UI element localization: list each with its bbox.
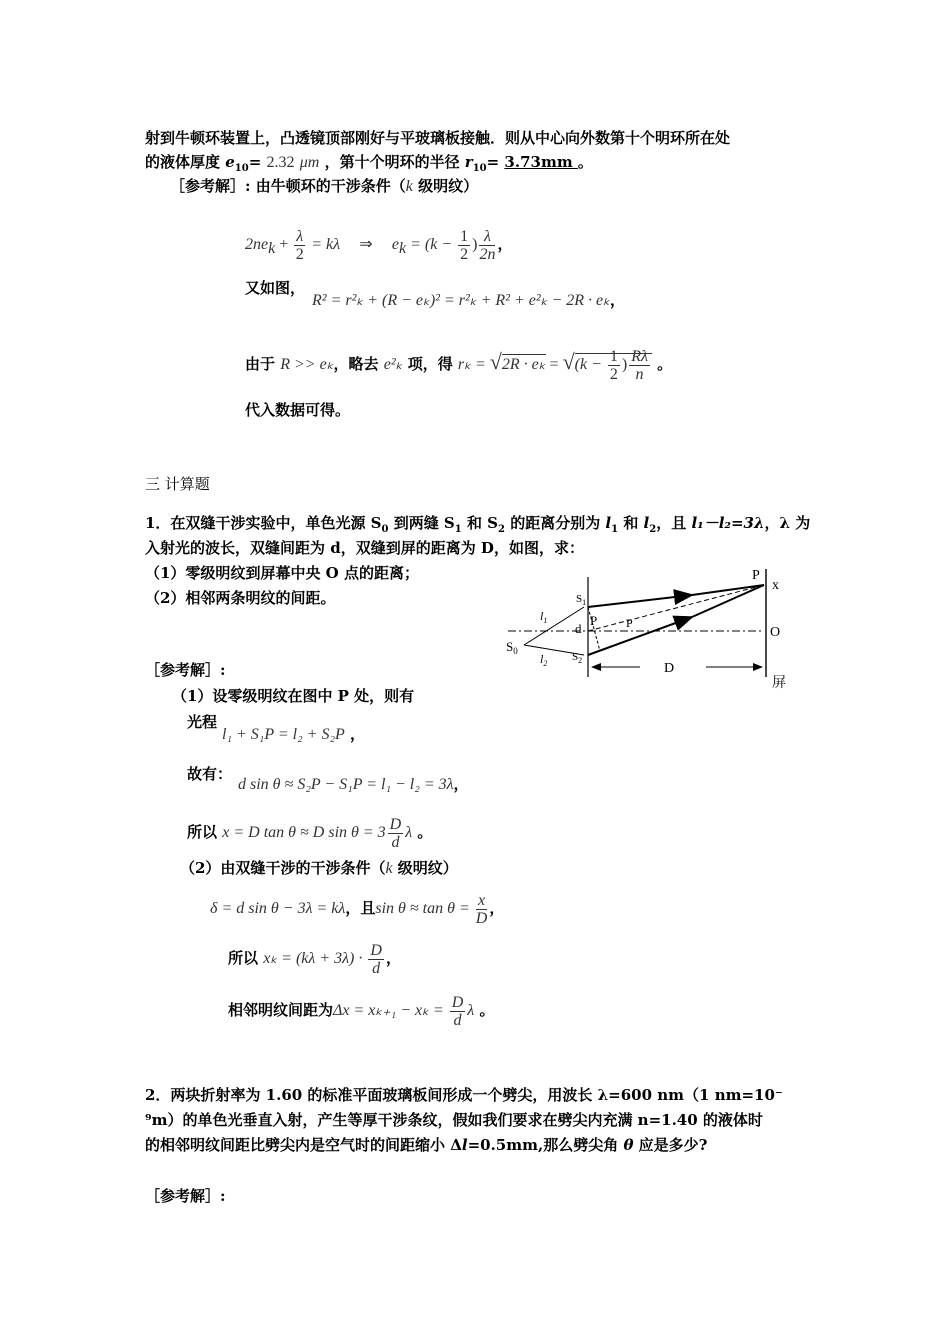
line3-sqrt2-pre: (k − bbox=[574, 356, 606, 373]
q1-text-f: ，且 bbox=[656, 514, 692, 532]
q1-l2: l bbox=[643, 514, 650, 532]
q2-line3-l: l bbox=[461, 1136, 468, 1154]
q1-text-g: ，λ 为 bbox=[764, 514, 811, 532]
label-P-top: P bbox=[752, 568, 760, 583]
ref2-p5-k: k bbox=[385, 860, 393, 877]
ref2-p6-eq2: sin θ ≈ tan θ = bbox=[375, 900, 474, 917]
ref2-p6-frac bbox=[476, 892, 488, 927]
ref2-p2-eq bbox=[222, 724, 365, 745]
q1-line2 bbox=[145, 538, 584, 558]
q2-line1 bbox=[145, 1085, 783, 1105]
ref1-line2 bbox=[245, 278, 305, 298]
label-x: x bbox=[772, 578, 779, 593]
ref2-p8-tail: λ bbox=[467, 1002, 475, 1019]
line3-eq: = bbox=[545, 356, 563, 373]
q2-line3-end: 应是多少? bbox=[633, 1136, 708, 1154]
ref2-p6-frac-den: D bbox=[475, 909, 488, 927]
q1-l2-sub: 2 bbox=[649, 524, 657, 535]
q1-item1 bbox=[145, 563, 419, 583]
ref2-p8-label: 相邻明纹间距为 bbox=[228, 1001, 334, 1019]
eq1-lhs: 2ne bbox=[245, 236, 269, 253]
eq1-frac bbox=[294, 228, 305, 263]
ref2-p3-end: ， bbox=[453, 775, 469, 793]
line3-half-den: 2 bbox=[609, 365, 618, 383]
ref1-line2-label: 又如图， bbox=[245, 279, 306, 297]
ref2-p2-end: ， bbox=[350, 725, 366, 743]
q2-line3-mid: =0.5mm,那么劈尖角 bbox=[467, 1136, 624, 1154]
eq1b-frac bbox=[479, 228, 495, 263]
line3-frac-den: n bbox=[635, 365, 644, 383]
ref1-title bbox=[170, 176, 478, 197]
ref2-p2 bbox=[187, 712, 217, 732]
eq1-frac-num: λ bbox=[296, 227, 304, 245]
e10-sub: 10 bbox=[234, 163, 249, 174]
line3-term: e²ₖ bbox=[383, 356, 403, 373]
eq1-frac-den: 2 bbox=[295, 245, 304, 263]
q1-line1 bbox=[145, 513, 810, 533]
intro-end: 。 bbox=[577, 153, 593, 171]
label-screen: 屏 bbox=[772, 676, 786, 691]
s1-label-text: S bbox=[576, 593, 583, 605]
eq1b-rhs: = (k − bbox=[406, 236, 457, 253]
intro-text-1: 射到牛顿环装置上，凸透镜顶部刚好与平玻璃板接触．则从中心向外数第十个明环所在处 bbox=[145, 129, 731, 147]
section-title-text: 三 计算题 bbox=[145, 475, 210, 493]
double-slit-diagram bbox=[500, 565, 800, 695]
ref1-line4-text: 代入数据可得。 bbox=[245, 401, 351, 419]
eq1b-half bbox=[458, 228, 470, 263]
ref2-p3 bbox=[187, 764, 232, 784]
eq1b-half-num: 1 bbox=[460, 227, 469, 245]
l1-label-text: l bbox=[540, 609, 544, 623]
intro-text-2: 的液体厚度 bbox=[145, 153, 226, 171]
r10-sub: 10 bbox=[472, 163, 487, 174]
line3-frac-num: Rλ bbox=[631, 347, 648, 365]
q1-item2 bbox=[145, 588, 335, 608]
l2-label-sub: 2 bbox=[543, 659, 548, 668]
q1-s2-sub: 2 bbox=[498, 524, 505, 535]
line3-a: 由于 bbox=[245, 355, 281, 373]
q2-line2 bbox=[145, 1110, 763, 1130]
eq1-plus: + bbox=[275, 236, 293, 253]
ref2-p4-frac bbox=[388, 816, 404, 851]
ref2-p1 bbox=[172, 686, 414, 706]
sqrt-icon-2: √ bbox=[562, 349, 575, 374]
line3-c: 项，得 bbox=[402, 355, 458, 373]
eq1b-close: ) bbox=[472, 236, 478, 253]
ref2-p3-eq bbox=[238, 774, 469, 795]
ref2-p8-eq: Δx = xₖ₊₁ − xₖ = bbox=[333, 1002, 448, 1019]
eq1b-frac-num: λ bbox=[479, 228, 495, 246]
eq1b-sub: k bbox=[399, 240, 407, 257]
ref1-line4 bbox=[245, 400, 350, 420]
eq1-sub: k bbox=[268, 240, 276, 257]
eq1b-frac-den: 2n bbox=[479, 245, 496, 263]
r10-label: r bbox=[464, 153, 473, 171]
ref1-title-end: 级明纹） bbox=[412, 177, 479, 195]
ref2-p6-eq: δ = d sin θ − 3λ = kλ bbox=[210, 900, 346, 917]
ref2-p4-tail: λ bbox=[405, 824, 413, 841]
ref2-p7-eq: xₖ = (kλ + 3λ) · bbox=[263, 950, 367, 967]
ref2-p8-frac-num: D bbox=[451, 993, 464, 1011]
e10-unit: μm bbox=[299, 154, 320, 171]
eq1b-lhs: e bbox=[391, 236, 399, 253]
q2-line2-text: ⁹m）的单色光垂直入射，产生等厚干涉条纹，假如我们要求在劈尖内充满 n=1.40 的液体时 bbox=[145, 1111, 763, 1129]
q2-line3-pre: 的相邻明纹间距比劈尖内是空气时的间距缩小 Δ bbox=[145, 1136, 462, 1154]
ref2-p6-end: ， bbox=[489, 899, 505, 917]
q1-text-a: 1．在双缝干涉实验中，单色光源 S bbox=[145, 514, 382, 532]
ref1-eq2 bbox=[312, 290, 625, 311]
ref2-p8-frac bbox=[450, 994, 466, 1029]
ref2-p4-end: 。 bbox=[417, 823, 433, 841]
ref2-p3-label: 故有： bbox=[187, 765, 233, 783]
ref1-title-text: ［参考解］: 由牛顿环的干涉条件（ bbox=[170, 177, 406, 195]
label-l1 bbox=[540, 609, 547, 625]
label-O: O bbox=[770, 625, 781, 640]
section-title bbox=[145, 474, 210, 494]
intro-text-2b: ，第十个明环的半径 bbox=[324, 153, 465, 171]
ref2-p3-eq-text: d sin θ ≈ S₂P − S₁P = l₁ − l₂ = 3λ bbox=[238, 776, 454, 793]
label-S0 bbox=[506, 639, 518, 656]
ref3-title-text: ［参考解］: bbox=[145, 1187, 226, 1205]
ref2-p8-end: 。 bbox=[479, 1001, 495, 1019]
ref2-p8-frac-den: d bbox=[453, 1011, 462, 1029]
ref1-line3 bbox=[245, 340, 672, 384]
q1-text-b: 到两缝 S bbox=[388, 514, 455, 532]
intro-line-2 bbox=[145, 152, 593, 173]
ref2-p7 bbox=[228, 936, 401, 980]
line3-sqrt1: 2R · eₖ bbox=[501, 356, 546, 373]
q1-text-d: 的距离分别为 bbox=[504, 514, 606, 532]
s0-label-text: S bbox=[506, 639, 514, 654]
l2-label-text: l bbox=[540, 652, 544, 666]
line3-sqrt2 bbox=[574, 347, 652, 383]
ref2-p7-label: 所以 bbox=[228, 949, 259, 967]
ref2-p7-frac-den: d bbox=[372, 959, 381, 977]
ref2-p7-frac bbox=[368, 942, 384, 977]
s1-label-sub: 1 bbox=[582, 598, 587, 607]
sqrt-icon: √ bbox=[489, 349, 502, 374]
q1-l1-sub: 1 bbox=[611, 524, 619, 535]
ref2-p6-frac-num: x bbox=[476, 892, 488, 910]
eq2-end: ， bbox=[609, 291, 625, 309]
ref1-k: k bbox=[405, 178, 413, 195]
line3-half-num: 1 bbox=[609, 347, 618, 365]
q1-s0-sub: 0 bbox=[381, 524, 389, 535]
ref2-p4-eq: x = D tan θ ≈ D sin θ = 3 bbox=[222, 824, 386, 841]
line3-b: ，略去 bbox=[333, 355, 384, 373]
q1-cond: l₁－l₂=3λ bbox=[691, 514, 765, 532]
eq1b-half-den: 2 bbox=[460, 245, 469, 263]
ray-center-dashed bbox=[588, 585, 764, 631]
ref2-p7-end: ， bbox=[385, 949, 401, 967]
line3-cond: R >> eₖ bbox=[280, 356, 334, 373]
l1-label-sub: 1 bbox=[543, 616, 548, 625]
q2-line1-text: 2．两块折射率为 1.60 的标准平面玻璃板间形成一个劈尖，用波长 λ=600 nm（1 nm=10⁻ bbox=[145, 1086, 783, 1104]
ref2-p4-label: 所以 bbox=[187, 823, 218, 841]
q1-s1-sub: 1 bbox=[454, 524, 462, 535]
label-S2 bbox=[572, 651, 582, 665]
ray-s2-p bbox=[588, 617, 692, 655]
label-P-slit: P bbox=[590, 613, 598, 628]
ref2-p4-frac-den: d bbox=[391, 833, 400, 851]
e10-label: e bbox=[225, 153, 235, 171]
eq1-end: ， bbox=[497, 235, 513, 253]
ref2-p8 bbox=[228, 988, 494, 1032]
q1-l1: l bbox=[605, 514, 612, 532]
ref2-p2-eq-text: l₁ + S₁P = l₂ + S₂P bbox=[222, 726, 345, 743]
s2-label-sub: 2 bbox=[578, 656, 583, 665]
ref2-p1-text: （1）设零级明纹在图中 P 处，则有 bbox=[172, 687, 415, 705]
ref2-p5 bbox=[180, 858, 458, 879]
ref2-p2-label: 光程 bbox=[187, 713, 218, 731]
ref2-p5-end: 级明纹） bbox=[392, 859, 458, 877]
label-S1 bbox=[576, 593, 586, 607]
ref2-p4-frac-num: D bbox=[389, 815, 402, 833]
ref2-p7-frac-num: D bbox=[370, 941, 382, 959]
q2-line3-theta: θ bbox=[623, 1136, 634, 1154]
label-l2 bbox=[540, 652, 547, 668]
ref2-p6-mid: ，且 bbox=[345, 899, 376, 917]
label-d: d bbox=[575, 621, 582, 636]
intro-line-1 bbox=[145, 128, 730, 148]
ray-s1-p bbox=[588, 595, 692, 607]
ref2-title-text: ［参考解］: bbox=[145, 661, 226, 679]
q1-item1-text: （1）零级明纹到屏幕中央 O 点的距离； bbox=[145, 564, 419, 582]
eq2: R² = r²ₖ + (R − eₖ)² = r²ₖ + R² + e²ₖ − 2R · eₖ bbox=[312, 292, 610, 309]
line3-half bbox=[608, 348, 620, 383]
ref2-p6 bbox=[210, 886, 504, 930]
r10-value: 3.73mm bbox=[504, 153, 578, 171]
line3-end: 。 bbox=[657, 355, 673, 373]
e10-eq: = bbox=[248, 153, 267, 171]
label-D: D bbox=[664, 661, 675, 676]
line3-rk: rₖ = bbox=[457, 356, 490, 373]
line3-sqrt2-close: ) bbox=[621, 356, 628, 373]
q1-text-c: 和 S bbox=[461, 514, 498, 532]
ref3-title bbox=[145, 1186, 226, 1206]
e10-value: 2.32 bbox=[266, 154, 295, 171]
ref1-eq1 bbox=[245, 222, 512, 266]
q1-text-e: 和 bbox=[618, 514, 644, 532]
label-theta-P: P bbox=[626, 616, 633, 630]
s2-label-text: S bbox=[572, 651, 579, 663]
s0-label-sub: 0 bbox=[513, 646, 518, 656]
implies-symbol: ⇒ bbox=[359, 236, 373, 253]
ref2-title bbox=[145, 660, 226, 680]
q1-text-line2: 入射光的波长，双缝间距为 d，双缝到屏的距离为 D，如图，求： bbox=[145, 539, 584, 557]
q1-item2-text: （2）相邻两条明纹的间距。 bbox=[145, 589, 336, 607]
eq1-rhs: = kλ bbox=[307, 236, 341, 253]
line3-frac bbox=[629, 348, 650, 383]
ref2-p4 bbox=[187, 810, 432, 854]
q2-line3 bbox=[145, 1135, 707, 1155]
r10-eq: = bbox=[486, 153, 505, 171]
ref2-p5-pre: （2）由双缝干涉的干涉条件（ bbox=[180, 859, 386, 877]
